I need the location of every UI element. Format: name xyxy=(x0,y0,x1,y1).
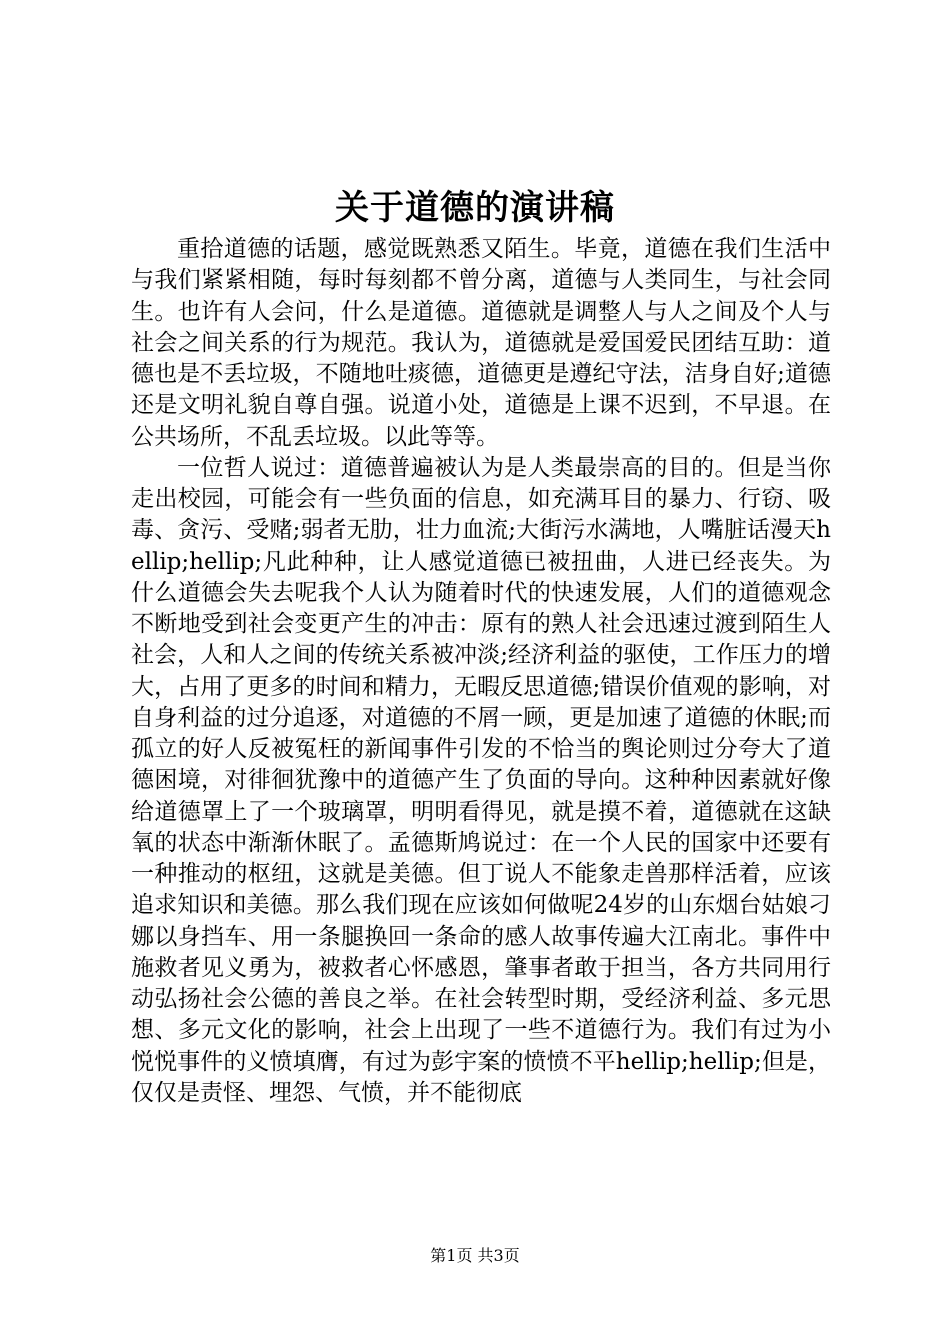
page-number-footer: 第1页 共3页 xyxy=(430,1246,520,1265)
document-body xyxy=(131,234,831,1109)
paragraph-1: 重拾道德的话题，感觉既熟悉又陌生。毕竟，道德在我们生活中与我们紧紧相随，每时每刻都不曾分离，道德与人类同生，与社会同生。也许有人会问，什么是道德。道德就是调整人与人之间及个人与社会之间关系的行为规范。我认为，道德就是爱国爱民团结互助：道德也是不丢垃圾，不随地吐痰德，道德更是遵纪守法，洁身自好;道德还是文明礼貌自尊自强。说道小处，道德是上课不迟到，不早退。在公共场所，不乱丢垃圾。以此等等。 xyxy=(131,236,831,450)
document-title: 关于道德的演讲稿 xyxy=(335,188,615,228)
paragraph-2: 一位哲人说过：道德普遍被认为是人类最崇高的目的。但是当你走出校园，可能会有一些负面的信息，如充满耳目的暴力、行窃、吸毒、贪污、受赌;弱者无肋，壮力血流;大街污水满地，人嘴脏话漫天hellip;hellip;凡此种种，让人感觉道德已被扭曲，人进已经丧失。为什么道德会失去呢我个人认为随着时代的快速发展，人们的道德观念不断地受到社会变更产生的冲击：原有的熟人社会迅速过渡到陌生人社会，人和人之间的传统关系被冲淡;经济利益的驱使，工作压力的增大，占用了更多的时间和精力，无暇反思道德;错误价值观的影响，对自身利益的过分追逐，对道德的不屑一顾，更是加速了道德的休眠;而孤立的好人反被冤枉的新闻事件引发的不恰当的舆论则过分夸大了道德困境，对徘徊犹豫中的道德产生了负面的导向。这种种因素就好像给道德罩上了一个玻璃罩，明明看得见，就是摸不着，道德就在这缺氧的状态中渐渐休眠了。孟德斯鸠说过：在一个人民的国家中还要有一种推动的枢纽，这就是美德。但丁说人不能象走兽那样活着，应该追求知识和美德。那么我们现在应该如何做呢24岁的山东烟台姑娘刁娜以身挡车、用一条腿换回一条命的感人故事传遍大江南北。事件中施救者见义勇为，被救者心怀感恩，肇事者敢于担当，各方共同用行动弘扬社会公德的善良之举。在社会转型时期，受经济利益、多元思想、多元文化的影响，社会上出现了一些不道德行为。我们有过为小悦悦事件的义愤填膺，有过为彭宇案的愤愤不平hellip;hellip;但是，仅仅是责怪、埋怨、气愤，并不能彻底 xyxy=(131,454,831,1106)
